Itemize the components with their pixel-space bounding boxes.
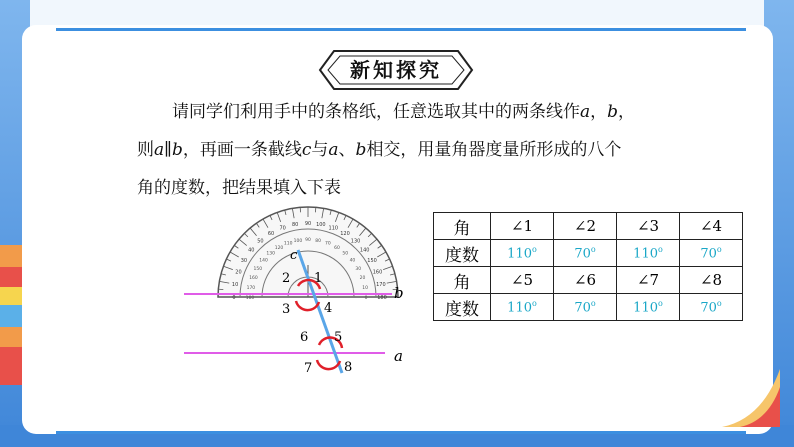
degree-value: 110 <box>633 300 658 316</box>
protractor-inner-label: 110 <box>283 241 293 247</box>
degree-value-cell <box>617 294 680 321</box>
protractor-inner-label: 100 <box>293 238 303 244</box>
degree-value-cell <box>491 294 554 321</box>
bottom-accent-line <box>56 431 746 434</box>
degree-value: 110 <box>633 246 658 262</box>
protractor-tick-label: 40 <box>248 247 255 254</box>
degree-value: 70 <box>574 246 591 262</box>
protractor-inner-label: 40 <box>349 258 356 264</box>
degree-mark: o <box>590 244 596 254</box>
var-a: a <box>328 140 339 160</box>
table-cell: ∠8 <box>680 267 743 294</box>
protractor-tick-label: 150 <box>367 258 377 264</box>
protractor-tick-label: 50 <box>257 238 264 245</box>
degree-value-cell <box>617 240 680 267</box>
angle-label-3: 3 <box>282 302 291 317</box>
protractor-inner-label: 50 <box>342 251 349 257</box>
section-title: 新知探究 <box>350 58 442 82</box>
protractor-inner-label: 90 <box>305 238 311 243</box>
angle-label-5: 5 <box>334 330 343 345</box>
instruction-text: 请同学们利用手中的条格纸，任意选取其中的两条线作 <box>172 102 580 122</box>
parallel-lines-figure <box>180 205 420 385</box>
instruction-line-1 <box>172 97 635 122</box>
table-row <box>434 267 743 294</box>
instruction-line-2 <box>137 135 621 160</box>
table-row <box>434 213 743 240</box>
degree-mark: o <box>532 298 537 308</box>
degree-value: 70 <box>700 300 717 316</box>
top-accent-line <box>56 28 746 31</box>
var-a: a <box>580 102 591 122</box>
protractor-tick-label: 90 <box>304 221 312 227</box>
label-b: b <box>394 284 404 302</box>
instruction-text: 相交，用量角器度量所形成的八个 <box>366 140 622 160</box>
protractor-tick-label: 0 <box>232 295 236 301</box>
table-head-cell: 度数 <box>434 294 491 321</box>
protractor-inner-label: 60 <box>334 245 340 251</box>
punct: ， <box>590 102 608 122</box>
var-b: b <box>355 140 367 160</box>
protractor-inner-label: 80 <box>315 238 321 244</box>
protractor-inner-label: 140 <box>259 258 268 264</box>
instruction-line-3 <box>137 173 341 198</box>
instruction-text: 与 <box>311 140 329 160</box>
degree-value: 110 <box>507 300 532 316</box>
punct: ， <box>618 102 636 122</box>
angle-label-7: 7 <box>304 361 313 376</box>
degree-value-cell <box>680 294 743 321</box>
angle-label-8: 8 <box>344 360 353 375</box>
punct: 、 <box>338 140 356 160</box>
degree-value-cell <box>554 294 617 321</box>
degree-mark: o <box>532 244 537 254</box>
protractor-tick-label: 130 <box>350 238 361 245</box>
var-c: c <box>301 140 312 160</box>
angle-label-1: 1 <box>314 271 323 286</box>
table-cell: ∠7 <box>617 267 680 294</box>
table-cell: ∠1 <box>491 213 554 240</box>
angle-label-4: 4 <box>324 301 333 316</box>
protractor-tick-label: 60 <box>267 230 275 237</box>
protractor-tick-label: 70 <box>279 225 286 232</box>
degree-value: 70 <box>700 246 717 262</box>
label-c: c <box>290 248 298 263</box>
table-cell: ∠4 <box>680 213 743 240</box>
protractor-tick-label: 160 <box>372 269 383 276</box>
table-head-cell: 角 <box>434 213 491 240</box>
angle-label-2: 2 <box>282 271 291 286</box>
var-b: b <box>607 102 619 122</box>
angle-label-6: 6 <box>300 330 309 345</box>
instruction-text: ，再画一条截线 <box>182 140 302 160</box>
table-head-cell: 度数 <box>434 240 491 267</box>
degree-value-cell <box>680 240 743 267</box>
protractor-tick-label: 10 <box>231 282 239 289</box>
angle-degree-table <box>433 212 743 321</box>
parallel-expression: a∥b <box>154 140 183 160</box>
protractor-inner-label: 10 <box>362 285 368 291</box>
table-cell: ∠6 <box>554 267 617 294</box>
protractor-inner-label: 70 <box>324 241 331 247</box>
degree-value-cell <box>491 240 554 267</box>
protractor-tick-label: 20 <box>235 269 242 276</box>
protractor-inner-label: 180 <box>245 296 255 301</box>
protractor-tick-label: 30 <box>240 258 248 264</box>
degree-mark: o <box>716 298 722 308</box>
protractor-inner-label: 20 <box>359 276 366 282</box>
protractor-inner-label: 0 <box>364 296 368 301</box>
degree-mark: o <box>658 298 663 308</box>
table-cell: ∠3 <box>617 213 680 240</box>
protractor-inner-label: 130 <box>266 251 276 257</box>
protractor-tick-label: 170 <box>376 282 386 289</box>
corner-ornament <box>722 369 780 427</box>
table-cell: ∠5 <box>491 267 554 294</box>
protractor-inner-label: 170 <box>246 285 256 291</box>
protractor-tick-label: 180 <box>377 295 387 301</box>
degree-mark: o <box>658 244 663 254</box>
protractor-tick-label: 140 <box>359 247 370 254</box>
degree-mark: o <box>716 244 722 254</box>
protractor-inner-label: 120 <box>274 245 284 251</box>
protractor-tick-label: 120 <box>340 230 350 237</box>
label-a: a <box>394 347 403 365</box>
protractor <box>218 207 398 301</box>
instruction-text: 角的度数，把结果填入下表 <box>137 178 341 198</box>
degree-value: 110 <box>507 246 532 262</box>
table-row <box>434 240 743 267</box>
protractor-tick-label: 80 <box>291 222 299 229</box>
degree-value: 70 <box>574 300 591 316</box>
protractor-tick-label: 100 <box>316 222 326 229</box>
degree-mark: o <box>590 298 596 308</box>
instruction-text: 则 <box>137 140 154 160</box>
table-head-cell: 角 <box>434 267 491 294</box>
protractor-inner-label: 150 <box>253 267 263 272</box>
protractor-inner-label: 30 <box>355 267 362 272</box>
table-cell: ∠2 <box>554 213 617 240</box>
protractor-inner-label: 160 <box>249 276 258 282</box>
degree-value-cell <box>554 240 617 267</box>
protractor-tick-label: 110 <box>328 225 339 232</box>
table-row <box>434 294 743 321</box>
